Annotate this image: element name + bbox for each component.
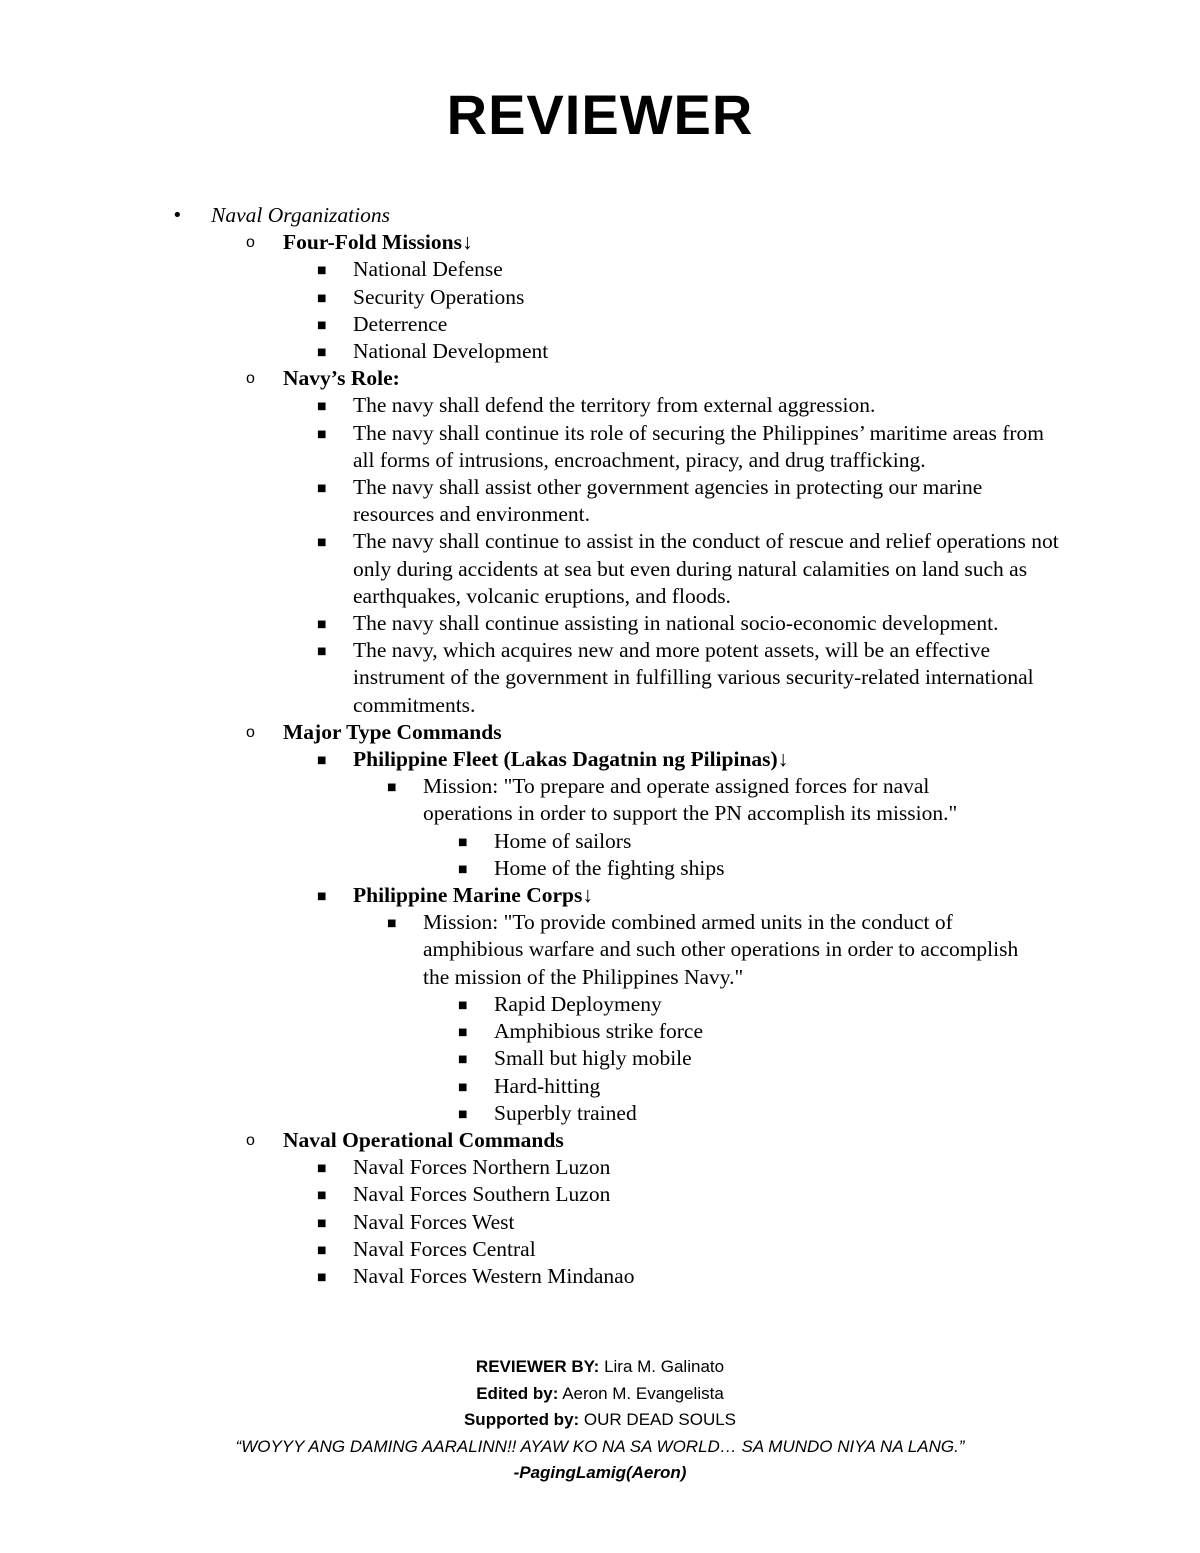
list-item-text: Mission: "To provide combined armed units in the conduct of amphibious warfare and such other operations in order to accomplish the mission of the Philippines Navy." <box>423 910 1019 989</box>
list-item-text: Small but higly mobile <box>494 1046 692 1071</box>
list-item-text: Mission: "To prepare and operate assigned forces for naval operations in order to support the PN accomplish its mission." <box>423 774 958 826</box>
bullet-square-icon: ■ <box>317 1217 327 1229</box>
list-item <box>0 1018 1200 1045</box>
list-item <box>0 991 1200 1018</box>
list-item <box>0 284 1200 311</box>
philippine-fleet-heading <box>0 746 1200 773</box>
list-item-text: Philippine Marine Corps↓ <box>353 883 594 908</box>
list-item-text: Hard-hitting <box>494 1073 601 1098</box>
list-item-text: The navy shall continue assisting in national socio-economic development. <box>353 611 999 636</box>
reviewer-name: Lira M. Galinato <box>604 1357 725 1376</box>
outline <box>0 202 1200 1290</box>
bullet-square-icon: ■ <box>458 1054 468 1066</box>
list-item <box>0 256 1200 283</box>
section-naval-organizations <box>0 202 1200 229</box>
footer <box>0 1354 1200 1487</box>
list-item <box>0 610 1200 637</box>
bullet-square-icon: ■ <box>458 1081 468 1093</box>
bullet-square-icon: ■ <box>458 999 468 1011</box>
list-item <box>0 1045 1200 1072</box>
bullet-square-icon: ■ <box>458 863 468 875</box>
subsection-naval-operational-commands <box>0 1127 1200 1154</box>
supported-label: Supported by: <box>463 1410 580 1429</box>
bullet-circle-icon: o <box>246 370 255 388</box>
list-item-text: The navy shall defend the territory from external aggression. <box>353 393 876 418</box>
list-item <box>0 855 1200 882</box>
list-item-text: Naval Forces West <box>353 1209 515 1234</box>
list-item-text: National Defense <box>353 257 503 282</box>
footer-signature: -PagingLamig(Aeron) <box>513 1463 687 1482</box>
edited-label: Edited by: <box>476 1383 559 1403</box>
reviewer-label: REVIEWER BY: <box>475 1357 600 1376</box>
list-item <box>0 1181 1200 1208</box>
bullet-square-icon: ■ <box>317 265 327 277</box>
bullet-square-icon: ■ <box>317 646 327 658</box>
list-item <box>0 1209 1200 1236</box>
bullet-square-icon: ■ <box>387 918 397 930</box>
bullet-square-icon: ■ <box>317 347 327 359</box>
list-item-text: Home of the fighting ships <box>494 855 725 880</box>
list-item <box>0 474 1200 528</box>
subsection-heading: Major Type Commands <box>283 719 502 744</box>
list-item-text: The navy shall continue its role of securing the Philippines’ maritime areas from all forms of intrusions, encroachment, piracy, and drug trafficking. <box>353 420 1044 472</box>
bullet-disc-icon: • <box>172 205 183 226</box>
subsection-heading: Four-Fold Missions↓ <box>283 230 473 255</box>
bullet-square-icon: ■ <box>317 755 327 767</box>
bullet-square-icon: ■ <box>317 537 327 549</box>
list-item-text: Naval Forces Central <box>353 1236 536 1261</box>
bullet-square-icon: ■ <box>317 483 327 495</box>
bullet-square-icon: ■ <box>387 782 397 794</box>
list-item <box>0 1154 1200 1181</box>
bullet-square-icon: ■ <box>317 1163 327 1175</box>
bullet-square-icon: ■ <box>317 891 327 903</box>
bullet-square-icon: ■ <box>458 836 468 848</box>
list-item-text: The navy, which acquires new and more potent assets, will be an effective instrument of the government in fulfilling various security-related international commitments. <box>353 638 1034 717</box>
bullet-square-icon: ■ <box>317 619 327 631</box>
list-item-text: Naval Forces Western Mindanao <box>353 1263 635 1288</box>
bullet-square-icon: ■ <box>317 319 327 331</box>
list-item <box>0 1263 1200 1290</box>
list-item-text: Deterrence <box>353 311 448 336</box>
list-item <box>0 420 1200 474</box>
list-item-text: Philippine Fleet (Lakas Dagatnin ng Pilipinas)↓ <box>353 747 789 772</box>
bullet-circle-icon: o <box>246 234 255 252</box>
list-item <box>0 392 1200 419</box>
list-item <box>0 338 1200 365</box>
list-item-text: The navy shall assist other government agencies in protecting our marine resources and environment. <box>353 475 983 527</box>
fleet-mission <box>0 773 1200 827</box>
subsection-heading: Navy’s Role: <box>283 366 400 391</box>
bullet-square-icon: ■ <box>317 401 327 413</box>
edited-name: Aeron M. Evangelista <box>562 1383 724 1403</box>
list-item <box>0 828 1200 855</box>
subsection-major-type-commands <box>0 719 1200 746</box>
list-item-text: Superbly trained <box>494 1100 637 1125</box>
bullet-square-icon: ■ <box>317 1244 327 1256</box>
bullet-square-icon: ■ <box>317 1271 327 1283</box>
list-item-text: Naval Forces Northern Luzon <box>353 1155 611 1180</box>
subsection-four-fold-missions <box>0 229 1200 256</box>
list-item <box>0 1100 1200 1127</box>
list-item-text: Home of sailors <box>494 828 632 853</box>
bullet-square-icon: ■ <box>317 428 327 440</box>
support-credit <box>0 1407 1200 1434</box>
list-item <box>0 528 1200 610</box>
footer-quote: “WOYYY ANG DAMING AARALINN!! AYAW KO NA SA WORLD… SA MUNDO NIYA NA LANG.” <box>235 1436 965 1456</box>
page-title: REVIEWER <box>446 83 754 146</box>
bullet-square-icon: ■ <box>317 1190 327 1202</box>
supported-name: OUR DEAD SOULS <box>583 1410 737 1429</box>
subsection-navy-role <box>0 365 1200 392</box>
marines-mission <box>0 909 1200 991</box>
list-item-text: The navy shall continue to assist in the conduct of rescue and relief operations not only during accidents at sea but even during natural calamities on land such as earthquakes, volcanic eruptions, and floods. <box>353 529 1059 608</box>
list-item-text: Amphibious strike force <box>494 1019 703 1044</box>
bullet-square-icon: ■ <box>458 1027 468 1039</box>
list-item <box>0 1236 1200 1263</box>
list-item <box>0 311 1200 338</box>
subsection-heading: Naval Operational Commands <box>283 1127 564 1152</box>
bullet-circle-icon: o <box>246 1131 255 1149</box>
list-item-text: Naval Forces Southern Luzon <box>353 1182 611 1207</box>
editor-credit <box>0 1381 1200 1408</box>
list-item <box>0 1073 1200 1100</box>
list-item-text: National Development <box>353 339 549 364</box>
philippine-marine-corps-heading <box>0 882 1200 909</box>
list-item <box>0 637 1200 719</box>
section-heading: Naval Organizations <box>211 203 390 227</box>
bullet-square-icon: ■ <box>317 292 327 304</box>
bullet-circle-icon: o <box>246 723 255 741</box>
bullet-square-icon: ■ <box>458 1108 468 1120</box>
list-item-text: Security Operations <box>353 284 525 309</box>
reviewer-credit <box>0 1354 1200 1381</box>
list-item-text: Rapid Deploymeny <box>494 991 662 1016</box>
